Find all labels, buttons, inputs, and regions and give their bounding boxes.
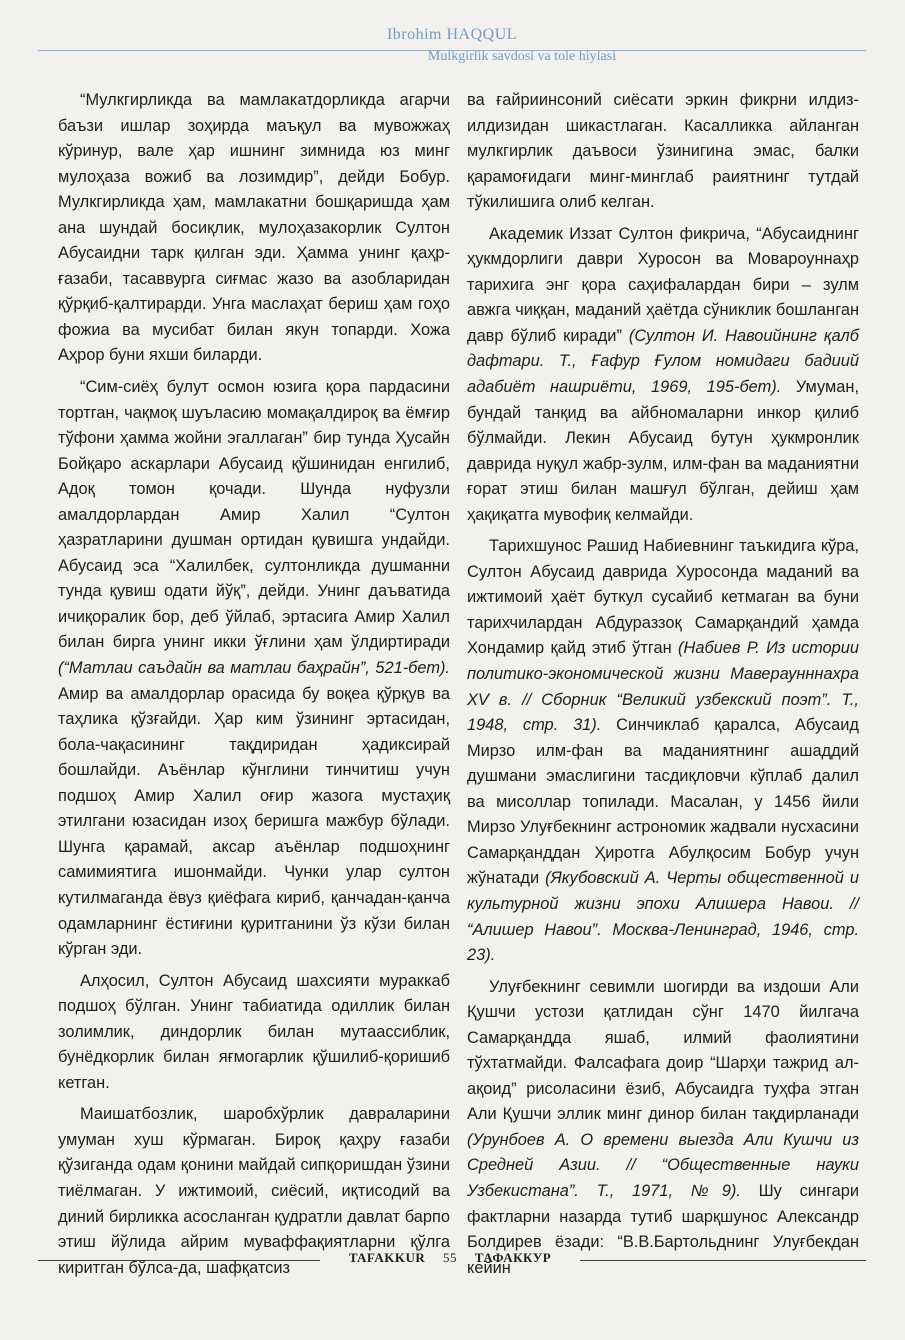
text-run: Улуғбекнинг севимли шогирди ва издоши Али Қушчи устози қатлидан сўнг 1470 йилгача Самарқандда яшаб, илмий фаолиятини тўхтатмайди. Фалсафага доир “Шарҳи тажрид ал-ақоид” рисоласини ёзиб, Абусаидга туҳфа этган Али Қушчи эллик минг динор билан тақдирланади: [467, 977, 859, 1124]
citation: (Урунбоев А. О времени выезда Али Кушчи из Средней Азии. // “Общественные науки Узбекистана”. Т., 1971, №9).: [467, 1130, 859, 1200]
footer-text: [320, 1250, 580, 1266]
text-run: “Мулкгирликда ва мамлакатдорликда агарчи баъзи ишлар зоҳирда маъқул ва мувожжаҳ кўринур, вале ҳар ишнинг зимнида юз минг мулоҳаза вожиб ва лозимдир”, дейди Бобур. Мулкгирликда ҳам, мамлакатни бошқаришда ҳам ана шундай босиқлик, мулоҳазакорлик Султон Абусаидни тарк қилган эди. Ҳамма унинг қаҳр-ғазаби, тасаввурга сиғмас жазо ва азобларидан қўрқиб-қалтирарди. Унга маслаҳат бериш ҳам гоҳо фожиа ва мусибат билан якун топарди. Хожа Аҳрор буни яхши биларди.: [58, 91, 450, 365]
paragraph: [58, 969, 450, 1097]
text-run: ва ғайриинсоний сиёсати эркин фикрни илдиз-илдизидан шикастлаган. Касалликка айланган мулкгирлик даъвоси ўзинигина эмас, балки қарамоғидаги минг-минглаб раиятнинг тутдай тўкилишига олиб келган.: [467, 91, 859, 212]
paragraph: [58, 88, 450, 369]
text-run: Академик Иззат Султон фикрича, “Абусаиднинг ҳукмдорлиги даври Хуросон ва Мовароуннаҳр тарихига энг қора саҳифалардан бири – зулм авжга чиққан, маданий ҳаётда сўниклик бошланган давр бўлиб киради”: [467, 224, 859, 345]
paragraph: [58, 375, 450, 963]
text-run: Маишатбозлик, шаробхўрлик давраларини умуман хуш кўрмаган. Бироқ қаҳру ғазаби қўзиганда одам қонини майдай сипқоришдан ўзини тиёлмаган. У ижтимоий, сиёсий, иқтисодий ва диний бирликка асосланган қудратли давлат барпо этиш йўлида айрим муваффақиятларни қўлга киритган бўлса-да, шафқатсиз: [58, 1105, 450, 1277]
page-number: 55: [443, 1250, 458, 1265]
footer-rule-left: [38, 1260, 320, 1261]
right-text-column: [467, 88, 859, 1281]
text-run: Шу сингари фактларни назарда тутиб шарқшунос Александр Болдирев ёзади: “В.В.Бартольднинг Улуғбекдан кейин: [467, 1181, 859, 1277]
text-run: Синчиклаб қаралса, Абусаид Мирзо илм-фан ва маданиятнинг ашаддий душмани эмаслигини тасдиқловчи кўплаб далил ва мисоллар топилади. Масалан, у 1456 йили Мирзо Улуғбекнинг астрономик жадвали нусхасини Самарқанддан Ҳиротга Абулқосим Бобур учун жўнатади: [467, 716, 859, 888]
page-footer: [38, 1250, 866, 1270]
text-run: Тарихшунос Рашид Набиевнинг таъкидига кўра, Султон Абусаид даврида Хуросонда маданий ва ижтимоий ҳаёт буткул сусайиб кетмаган ва буни тарихчилардан Абдураззоқ Самарқандий ҳамда Хондамир қайд этиб ўтган: [467, 537, 859, 658]
citation: (Набиев Р. Из истории политико-экономической жизни Мавераунннахра XV в. // Сборник “Великий узбекский поэт”. Т., 1948, стр. 31).: [467, 639, 859, 735]
running-header: [38, 26, 866, 65]
paragraph: [467, 534, 859, 968]
text-run: Амир ва амалдорлар орасида бу воқеа қўрқув ва таҳлика қўзғайди. Ҳар ким ўзининг эртасидан, бола-чақасининг тақдиридан ҳадиксирай бошлайди. Аъёнлар кўнглини тинчитиш учун подшоҳ Амир Халил оғир жазога мустаҳиқ этилгани юзасидан изоҳ беришга мажбур бўлади. Шунга қарамай, аксар аъёнлар подшоҳнинг самимиятига ишонмайди. Чунки улар султон кутилмаганда ёвуз қиёфага кириб, қанчадан-қанча одамларнинг ёстиғини қуритганини ўз кўзи билан кўрган эди.: [58, 684, 450, 959]
header-author: Ibrohim HAQQUL: [386, 26, 518, 43]
paragraph: [467, 975, 859, 1282]
text-run: “Сим-сиёҳ булут осмон юзига қора пардасини тортган, чақмоқ шуъласию момақалдироқ ва ёмғир тўфони ҳамма жойни эгаллаган” бир тунда Ҳусайн Бойқаро аскарлари Абусаид қўшинидан енгилиб, Адоқ томон қочади. Шунда нуфузли амалдорлардан Амир Халил “Султон ҳазратларини душман ортидан қувишга ундайди. Абусаид эса “Халилбек, султонликда душманни тунда қувиш одати йўқ”, дейди. Унинг даъватида ичиқоралик бор, деб ўйлаб, эртасига Амир Халил билан бирга унинг икки ўғлини ҳам ўлдиртиради: [58, 378, 450, 652]
footer-journal-cyrillic: ТАФАККУР: [474, 1250, 552, 1265]
paragraph: [467, 222, 859, 529]
header-subtitle: Mulkgirlik savdosi va tole hiylasi: [427, 49, 617, 64]
header-rule: [38, 50, 866, 51]
citation: (Якубовский А. Черты общественной и культурной жизни эпохи Алишера Навои. // “Алишер Навои”. Москва-Ленинград, 1946, стр. 23).: [467, 869, 859, 965]
paragraph: [467, 88, 859, 216]
text-run: Умуман, бундай танқид ва айбномаларни инкор қилиб бўлмайди. Лекин Абусаид бутун ҳукмронлик даврида нуқул жабр-зулм, илм-фан ва маданиятни ғорат этиш билан машғул бўлган, дейиш ҳам ҳақиқатга мувофиқ келмайди.: [467, 378, 859, 524]
footer-rule-right: [580, 1260, 866, 1261]
citation: (“Матлаи саъдайн ва матлаи баҳрайн”, 521-бет).: [58, 659, 450, 678]
footer-journal-latin: TAFAKKUR: [348, 1250, 426, 1265]
left-text-column: [58, 88, 450, 1281]
text-run: Алҳосил, Султон Абусаид шахсияти мураккаб подшоҳ бўлган. Унинг табиатида одиллик билан золимлик, диндорлик билан мутаассиблик, бунёдкорлик билан яғмогарлик қўшилиб-қоришиб кетган.: [58, 971, 450, 1092]
citation: (Султон И. Навоийнинг қалб дафтари. Т., Ғафур Ғулом номидаги бадиий адабиёт нашриёти, 1969, 195-бет).: [467, 326, 859, 397]
